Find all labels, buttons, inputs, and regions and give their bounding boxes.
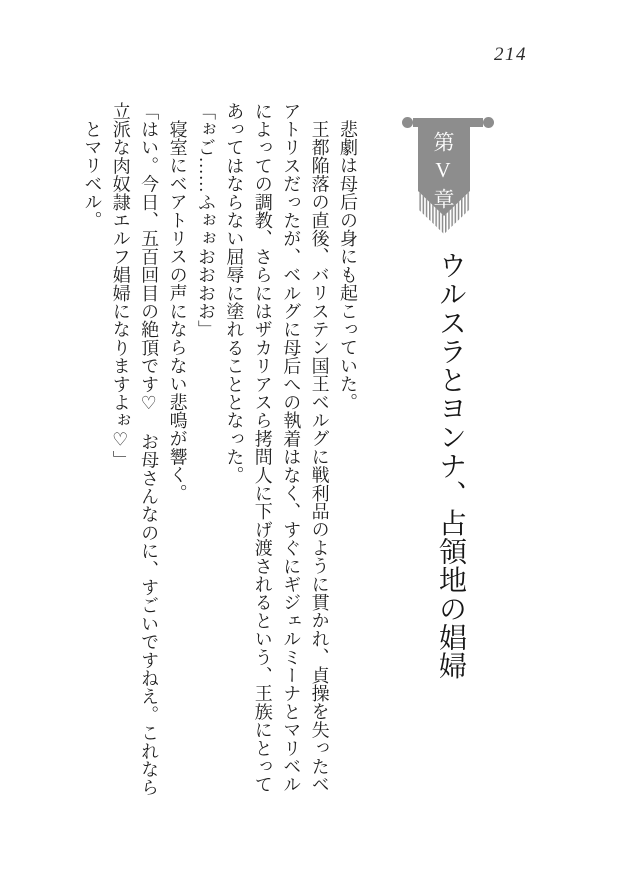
- banner-rod-cap-left-icon: [402, 117, 413, 128]
- body-text: [78, 102, 362, 808]
- body-line: あってはならない屈辱に塗れることとなった。: [224, 102, 245, 485]
- banner-rod-icon: [413, 118, 483, 127]
- body-line: 「ぉご……ふぉぉおおおお」: [195, 102, 216, 339]
- body-line: 悲劇は母后の身にも起こっていた。: [338, 120, 358, 412]
- body-line: アトリスだったが、ベルグに母后への執着はなく、すぐにギジェルミーナとマリベル: [281, 102, 302, 794]
- body-line: とマリベル。: [82, 120, 103, 230]
- body-line: 立派な肉奴隷エルフ娼婦になりますよぉ♡」: [110, 102, 131, 469]
- chapter-title: ウルスラとヨンナ、占領地の娼婦: [435, 251, 466, 680]
- body-line: 「はい。今日、五百回目の絶頂です♡ お母さんなのに、すごいですねえ。これなら: [139, 102, 160, 797]
- banner-rod-cap-right-icon: [483, 117, 494, 128]
- chapter-number-label: 第V章: [431, 131, 455, 215]
- body-line: 王都陥落の直後、バリステン国王ベルグに戦利品のように貫かれ、貞操を失ったベ: [309, 120, 330, 794]
- page-number: 214: [494, 44, 527, 65]
- body-line: 寝室にベアトリスの声にならない悲鳴が響く。: [167, 120, 188, 503]
- body-line: によっての調教、さらにはザカリアスら拷問人に下げ渡されるという、王族にとって: [252, 102, 273, 794]
